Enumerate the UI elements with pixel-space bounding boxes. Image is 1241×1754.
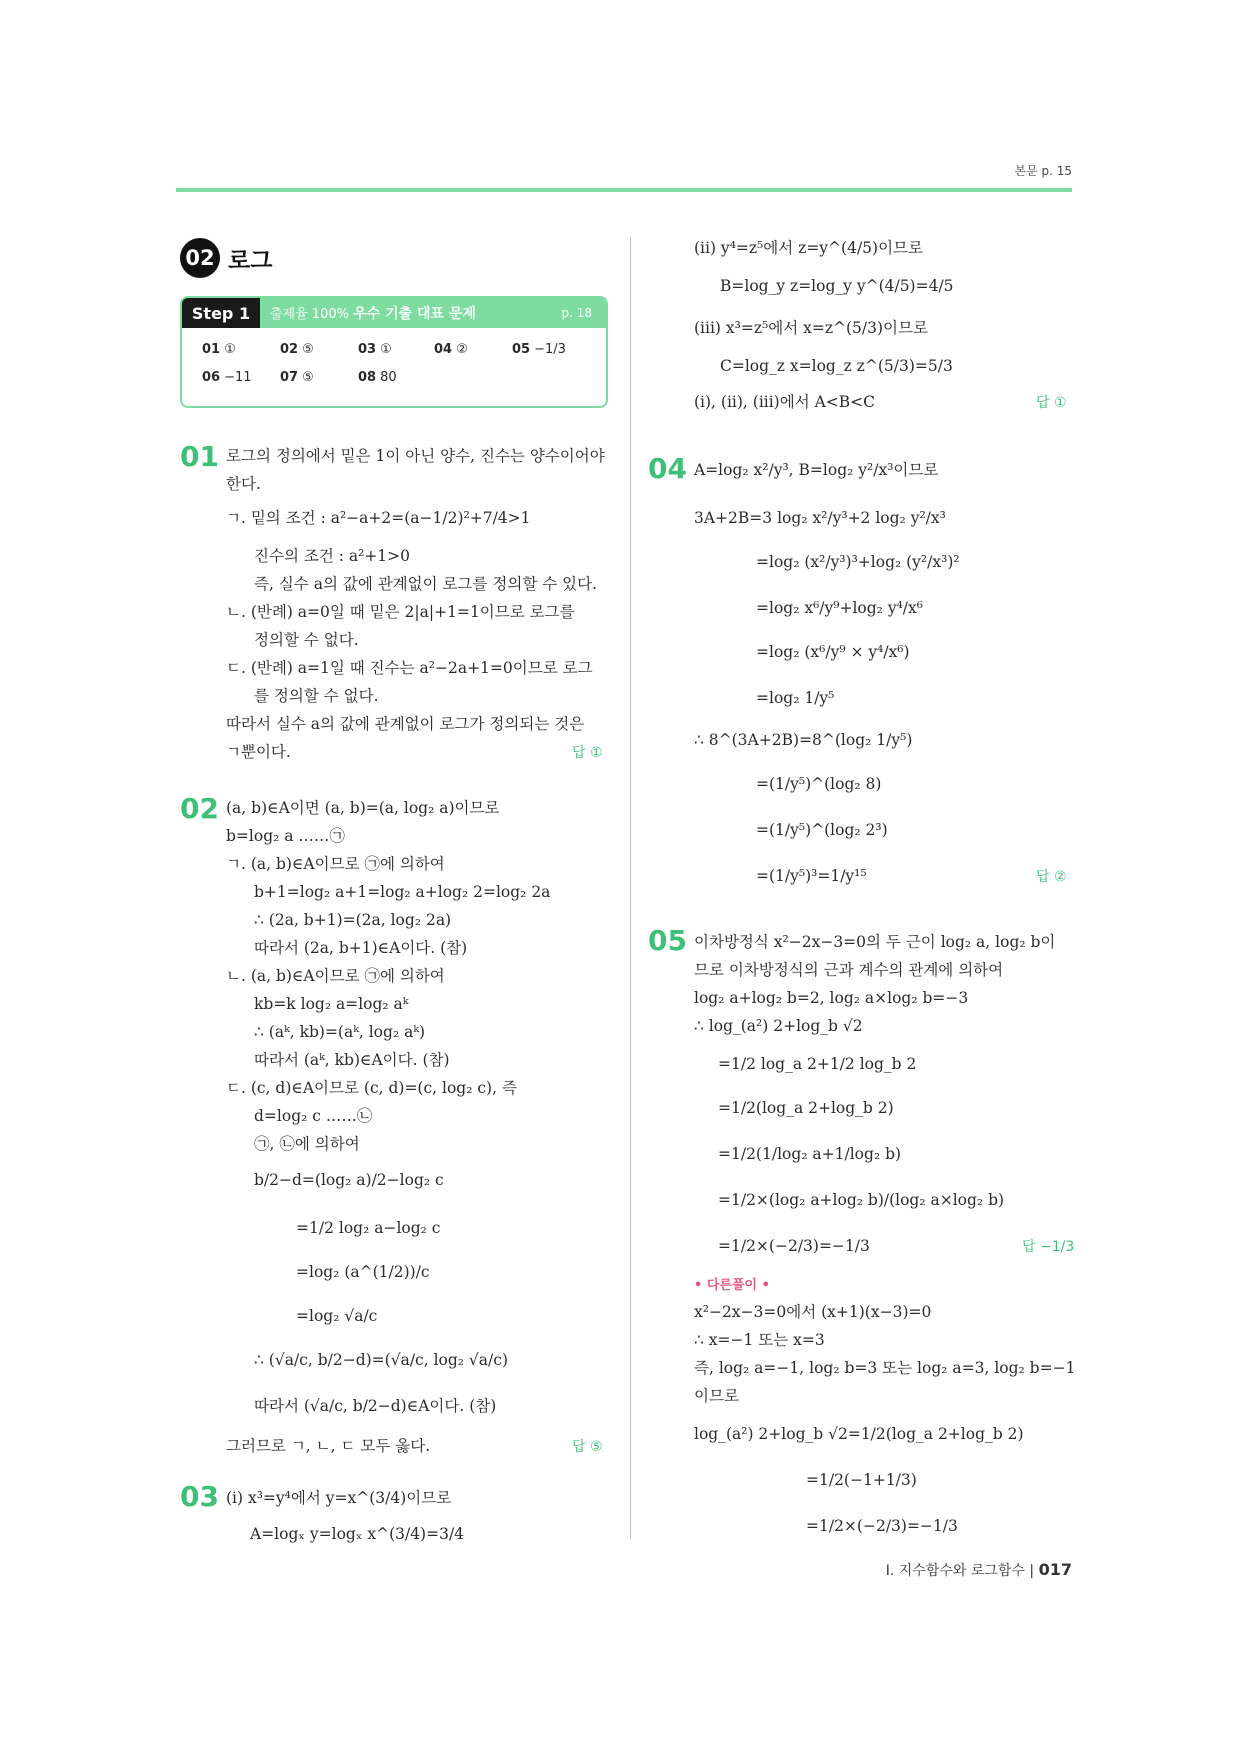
q05-alt-line: log_(a²) 2+log_b √2=1/2(log_a 2+log_b 2) xyxy=(694,1425,1024,1443)
q05-line: ∴ log_(a²) 2+log_b √2 xyxy=(694,1017,863,1035)
q02-line: (a, b)∈A이면 (a, b)=(a, log₂ a)이므로 xyxy=(226,799,500,817)
step1-header xyxy=(182,298,606,328)
question-number-02: 02 xyxy=(180,792,219,825)
answer-item: 04 ② xyxy=(434,342,468,357)
question-number-04: 04 xyxy=(648,452,687,485)
q03-answer: 답 ① xyxy=(1036,395,1067,411)
q02-line: ㄷ. (c, d)∈A이므로 (c, d)=(c, log₂ c), 즉 xyxy=(226,1079,517,1097)
q01-line: 진수의 조건 : a²+1>0 xyxy=(254,547,411,565)
q01-line: 한다. xyxy=(226,475,261,493)
q05-alt-line: 이므로 xyxy=(694,1387,739,1405)
q01-line: ㄱ뿐이다. xyxy=(226,743,291,761)
answer-item: 01 ① xyxy=(202,342,236,357)
q04-line: =log₂ (x²/y³)³+log₂ (y²/x³)² xyxy=(756,553,960,571)
q01-line: 를 정의할 수 없다. xyxy=(254,687,379,705)
q05-alt-line: =1/2(−1+1/3) xyxy=(806,1471,917,1489)
answer-item: 03 ① xyxy=(358,342,392,357)
answer-item: 07 ⑤ xyxy=(280,370,314,385)
q05-line: =1/2 log_a 2+1/2 log_b 2 xyxy=(718,1055,917,1073)
page-reference: 본문 p. 15 xyxy=(1014,164,1072,178)
q02-line: ㉠, ㉡에 의하여 xyxy=(254,1135,360,1153)
q02-line: ∴ (2a, b+1)=(2a, log₂ 2a) xyxy=(254,911,452,929)
q05-line: 므로 이차방정식의 근과 계수의 관계에 의하여 xyxy=(694,961,1004,979)
q03-line: B=log_y z=log_y y^(4/5)=4/5 xyxy=(720,277,954,295)
q05-alt-line: 즉, log₂ a=−1, log₂ b=3 또는 log₂ a=3, log₂ b=−1 xyxy=(694,1359,1076,1377)
q05-alt-line: =1/2×(−2/3)=−1/3 xyxy=(806,1517,958,1535)
q02-line: =log₂ √a/c xyxy=(296,1307,378,1325)
q02-line: kb=k log₂ a=log₂ aᵏ xyxy=(254,995,409,1013)
q04-line: 3A+2B=3 log₂ x²/y³+2 log₂ y²/x³ xyxy=(694,509,946,527)
q02-line: ∴ (aᵏ, kb)=(aᵏ, log₂ aᵏ) xyxy=(254,1023,426,1041)
page-footer: Ⅰ. 지수함수와 로그함수 | 017 xyxy=(885,1560,1072,1579)
section-number-badge: 02 xyxy=(180,238,220,278)
step1-page: p. 18 xyxy=(561,306,592,320)
q02-line: b+1=log₂ a+1=log₂ a+log₂ 2=log₂ 2a xyxy=(254,883,551,901)
q01-line: 즉, 실수 a의 값에 관계없이 로그를 정의할 수 있다. xyxy=(254,575,597,593)
section-name: 로그 xyxy=(228,247,273,274)
q04-line: ∴ 8^(3A+2B)=8^(log₂ 1/y⁵) xyxy=(694,731,913,749)
answer-item: 05 −1/3 xyxy=(512,342,566,357)
q04-line: =(1/y⁵)^(log₂ 8) xyxy=(756,775,882,793)
answer-item: 08 80 xyxy=(358,370,397,385)
q04-line: =(1/y⁵)³=1/y¹⁵ xyxy=(756,867,867,885)
answer-item: 02 ⑤ xyxy=(280,342,314,357)
q02-line: b=log₂ a ……㉠ xyxy=(226,827,345,845)
step1-rate: 출제율 100% xyxy=(270,307,349,322)
q05-line: =1/2×(log₂ a+log₂ b)/(log₂ a×log₂ b) xyxy=(718,1191,1005,1209)
q05-answer: 답 −1/3 xyxy=(1022,1239,1075,1255)
q02-line: 그러므로 ㄱ, ㄴ, ㄷ 모두 옳다. xyxy=(226,1437,431,1455)
q01-line: ㄱ. 밑의 조건 : a²−a+2=(a−1/2)²+7/4>1 xyxy=(226,509,531,527)
q03-line: (i) x³=y⁴에서 y=x^(3/4)이므로 xyxy=(226,1489,452,1507)
question-number-05: 05 xyxy=(648,924,687,957)
q02-line: =log₂ (a^(1/2))/c xyxy=(296,1263,430,1281)
q01-line: 정의할 수 없다. xyxy=(254,631,359,649)
q03-line: (ii) y⁴=z⁵에서 z=y^(4/5)이므로 xyxy=(694,239,924,257)
section-title xyxy=(180,238,272,278)
q04-line: =log₂ 1/y⁵ xyxy=(756,689,835,707)
q04-line: =(1/y⁵)^(log₂ 2³) xyxy=(756,821,888,839)
q01-line: ㄴ. (반례) a=0일 때 밑은 2|a|+1=1이므로 로그를 xyxy=(226,603,575,621)
q02-answer: 답 ⑤ xyxy=(572,1439,603,1455)
q05-line: log₂ a+log₂ b=2, log₂ a×log₂ b=−3 xyxy=(694,989,969,1007)
q01-answer: 답 ① xyxy=(572,745,603,761)
q03-line: C=log_z x=log_z z^(5/3)=5/3 xyxy=(720,357,953,375)
column-divider xyxy=(630,238,631,1538)
q02-line: b/2−d=(log₂ a)/2−log₂ c xyxy=(254,1171,444,1189)
step1-tag: Step 1 xyxy=(182,298,260,328)
q05-alt-line: ∴ x=−1 또는 x=3 xyxy=(694,1331,825,1349)
q04-answer: 답 ② xyxy=(1036,869,1067,885)
q03-line: (iii) x³=z⁵에서 x=z^(5/3)이므로 xyxy=(694,319,928,337)
q05-line: =1/2(log_a 2+log_b 2) xyxy=(718,1099,894,1117)
step1-answer-box xyxy=(180,296,608,408)
q04-line: =log₂ (x⁶/y⁹ × y⁴/x⁶) xyxy=(756,643,910,661)
step1-description xyxy=(260,303,561,323)
q02-line: 따라서 (2a, b+1)∈A이다. (참) xyxy=(254,939,468,957)
q05-line: =1/2×(−2/3)=−1/3 xyxy=(718,1237,870,1255)
q02-line: 따라서 (aᵏ, kb)∈A이다. (참) xyxy=(254,1051,450,1069)
q02-line: d=log₂ c ……㉡ xyxy=(254,1107,373,1125)
q01-line: 로그의 정의에서 밑은 1이 아닌 양수, 진수는 양수이어야 xyxy=(226,447,605,465)
question-number-03: 03 xyxy=(180,1480,219,1513)
q01-line: ㄷ. (반례) a=1일 때 진수는 a²−2a+1=0이므로 로그 xyxy=(226,659,593,677)
alternate-solution-label: • 다른풀이 • xyxy=(694,1278,770,1293)
q02-line: ㄴ. (a, b)∈A이므로 ㉠에 의하여 xyxy=(226,967,445,985)
chapter-title: Ⅰ. 지수함수와 로그함수 xyxy=(885,1563,1025,1579)
q04-line: =log₂ x⁶/y⁹+log₂ y⁴/x⁶ xyxy=(756,599,923,617)
header-rule xyxy=(176,188,1072,192)
page-number: 017 xyxy=(1038,1560,1072,1579)
q03-line: A=logₓ y=logₓ x^(3/4)=3/4 xyxy=(250,1525,465,1543)
answer-grid xyxy=(182,328,606,408)
q02-line: ㄱ. (a, b)∈A이므로 ㉠에 의하여 xyxy=(226,855,445,873)
q05-alt-line: x²−2x−3=0에서 (x+1)(x−3)=0 xyxy=(694,1303,932,1321)
step1-title: 우수 기출 대표 문제 xyxy=(353,306,476,322)
question-number-01: 01 xyxy=(180,440,219,473)
q05-line: 이차방정식 x²−2x−3=0의 두 근이 log₂ a, log₂ b이 xyxy=(694,933,1056,951)
q01-line: 따라서 실수 a의 값에 관계없이 로그가 정의되는 것은 xyxy=(226,715,585,733)
q02-line: =1/2 log₂ a−log₂ c xyxy=(296,1219,441,1237)
q04-line: A=log₂ x²/y³, B=log₂ y²/x³이므로 xyxy=(694,461,939,479)
q03-line: (i), (ii), (iii)에서 A<B<C xyxy=(694,393,876,411)
q02-line: 따라서 (√a/c, b/2−d)∈A이다. (참) xyxy=(254,1397,497,1415)
answer-item: 06 −11 xyxy=(202,370,252,385)
q02-line: ∴ (√a/c, b/2−d)=(√a/c, log₂ √a/c) xyxy=(254,1351,509,1369)
q05-line: =1/2(1/log₂ a+1/log₂ b) xyxy=(718,1145,902,1163)
